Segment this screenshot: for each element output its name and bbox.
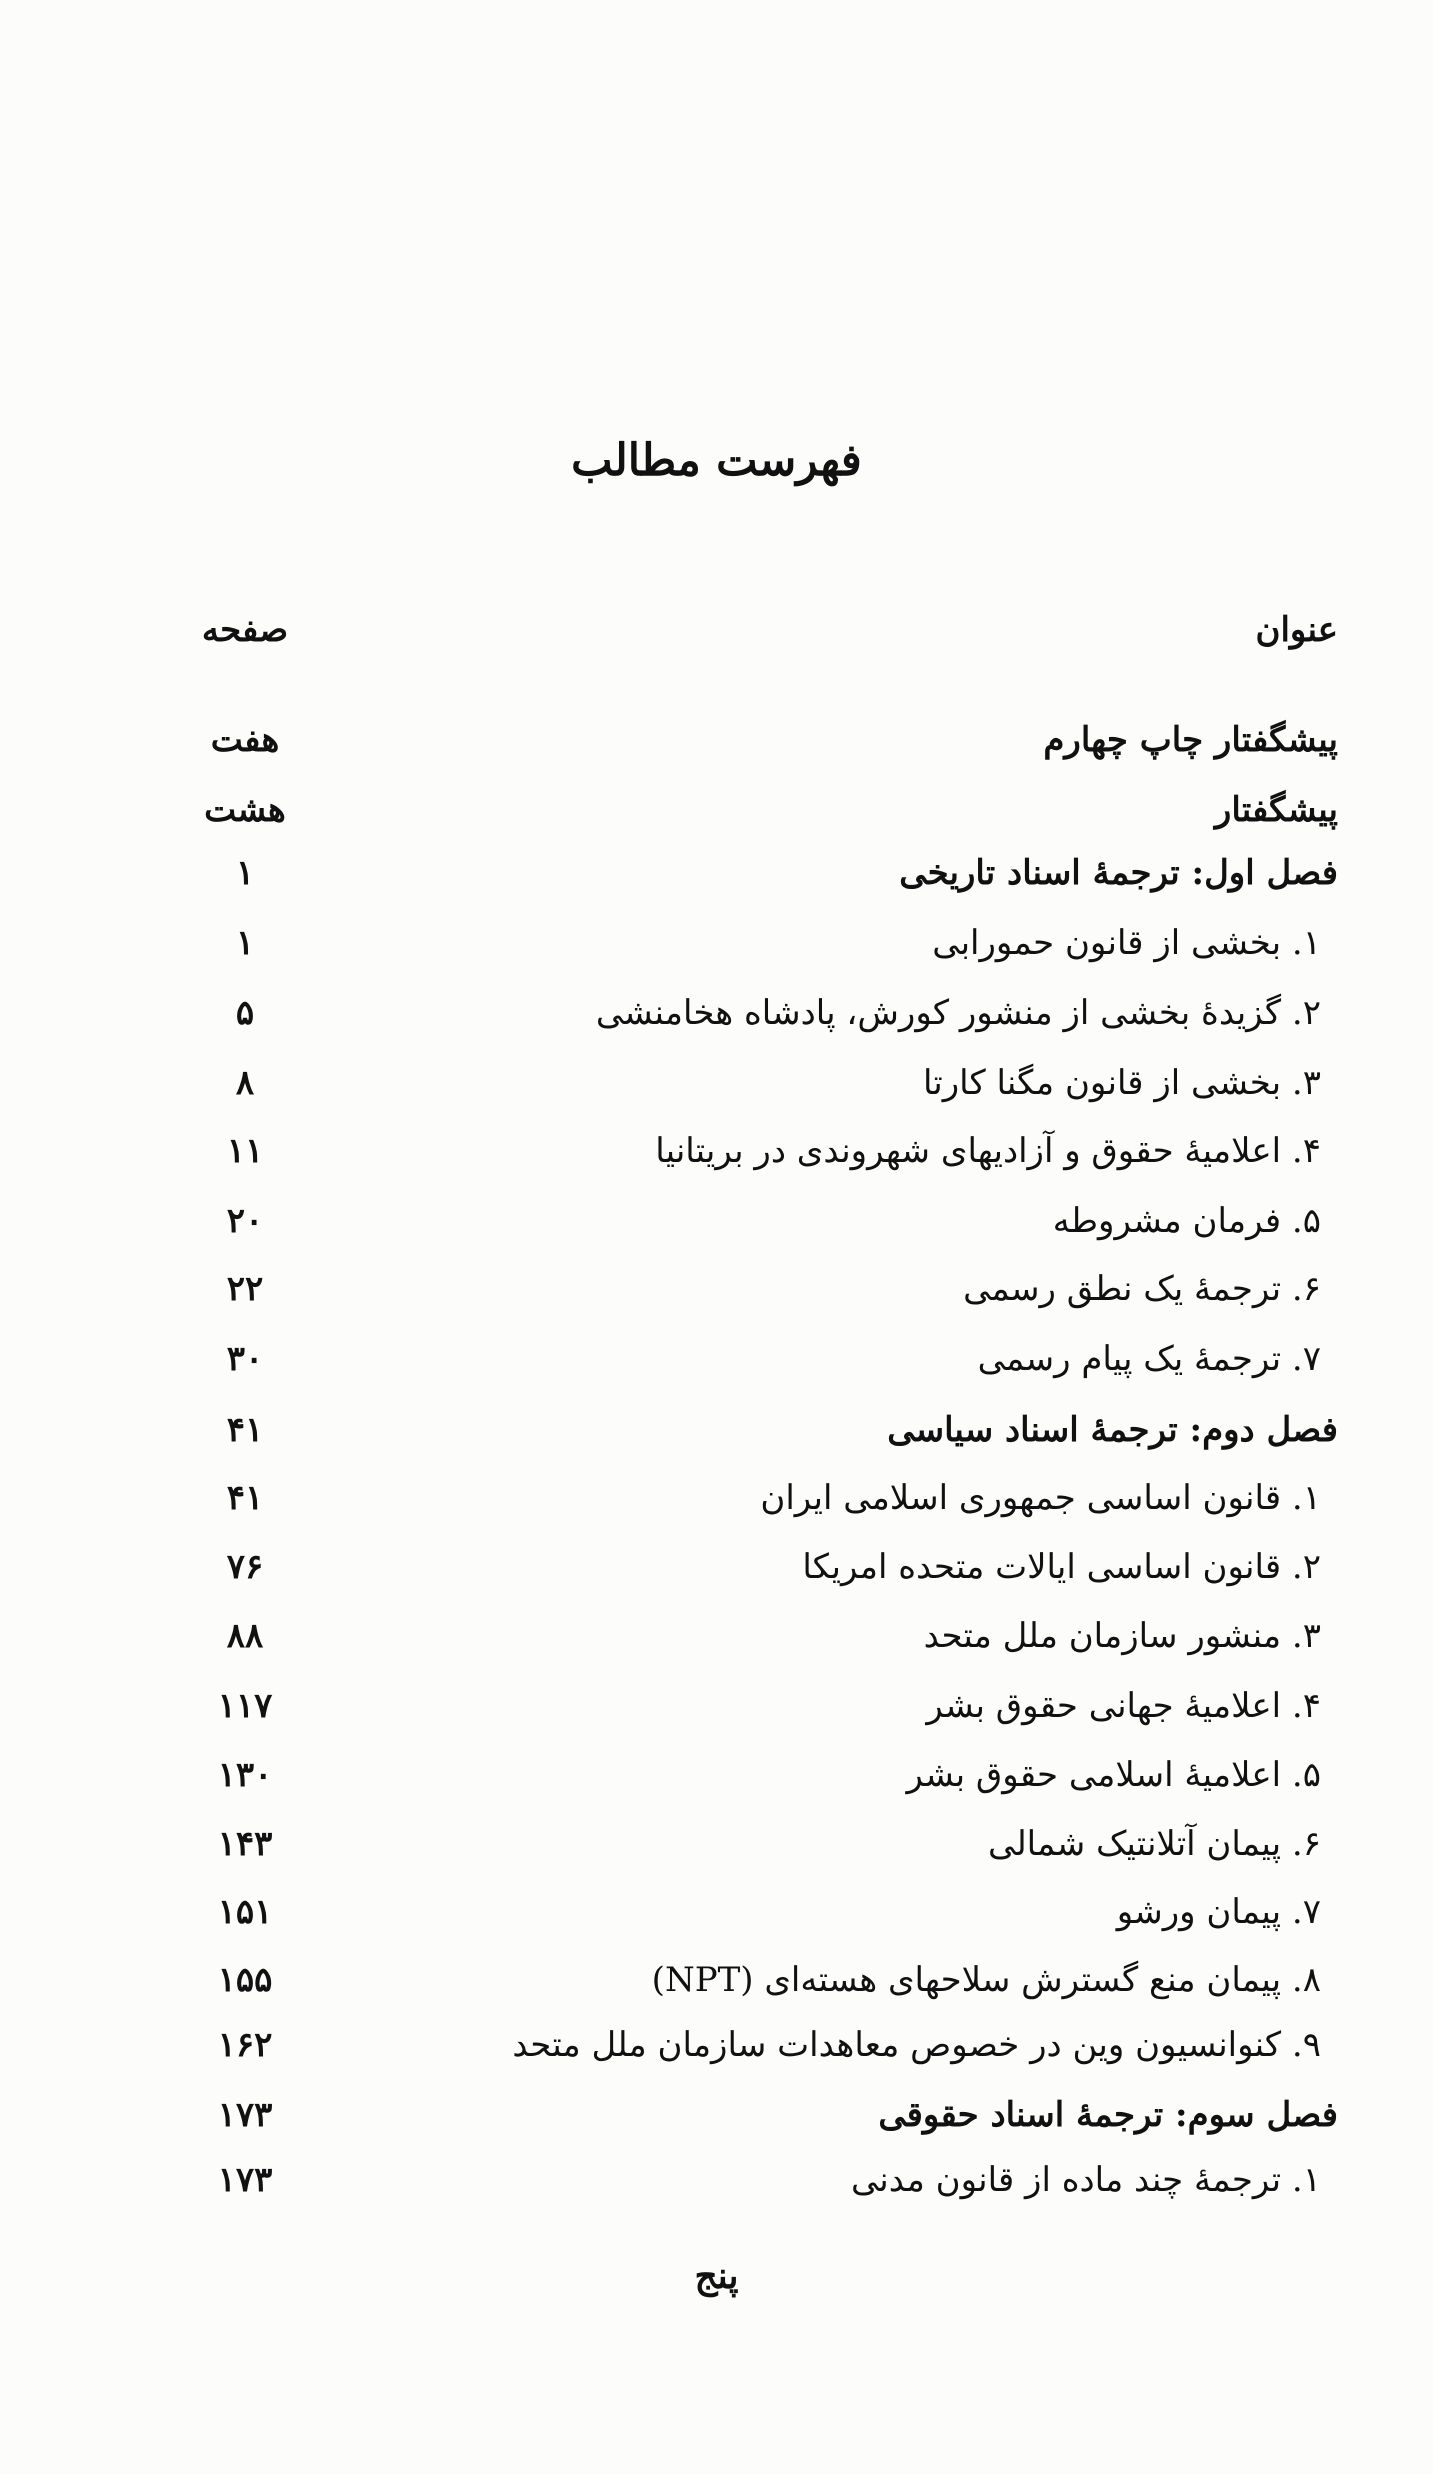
toc-row xyxy=(0,710,1433,770)
toc-row xyxy=(0,1537,1433,1597)
toc-entry-page: ۱ xyxy=(235,923,255,963)
toc-entry-page: ۲۰ xyxy=(226,1201,264,1241)
toc-entry-page: ۱۵۱ xyxy=(217,1892,273,1932)
toc-entry-title: پیشگفتار xyxy=(1214,790,1338,830)
toc-entry-page: ۸ xyxy=(235,1063,255,1103)
toc-entry-page: ۳۰ xyxy=(226,1339,264,1379)
page-title: فهرست مطالب xyxy=(571,435,862,486)
toc-row xyxy=(0,1191,1433,1251)
toc-row xyxy=(0,2015,1433,2075)
toc-entry-title: ۵. فرمان مشروطه xyxy=(1052,1201,1321,1241)
toc-entry-title: ۶. ترجمهٔ یک نطق رسمی xyxy=(963,1269,1321,1309)
toc-entry-page: هفت xyxy=(210,720,280,760)
toc-entry-page: ۱۴۳ xyxy=(217,1824,273,1864)
toc-header xyxy=(0,600,1433,660)
page-column-header: صفحه xyxy=(201,610,289,650)
toc-entry-page: ۱۱ xyxy=(226,1131,264,1171)
toc-entry-page: ۱ xyxy=(235,853,255,893)
toc-row xyxy=(0,913,1433,973)
toc-row xyxy=(0,1950,1433,2010)
toc-entry-title: ۴. اعلامیهٔ حقوق و آزادیهای شهروندی در بریتانیا xyxy=(655,1131,1321,1171)
toc-entry-title: ۴. اعلامیهٔ جهانی حقوق بشر xyxy=(926,1686,1321,1726)
toc-entry-page: ۵ xyxy=(235,993,255,1033)
toc-row xyxy=(0,1676,1433,1736)
toc-entry-page: ۱۵۵ xyxy=(217,1960,273,2000)
toc-entry-page: ۴۱ xyxy=(226,1410,264,1450)
toc-row xyxy=(0,1259,1433,1319)
chapter-title: فصل اول: ترجمهٔ اسناد تاریخی xyxy=(899,853,1338,893)
toc-entry-page: ۸۸ xyxy=(226,1616,264,1656)
toc-entry-title: ۶. پیمان آتلانتیک شمالی xyxy=(987,1824,1321,1864)
toc-entry-title: ۷. ترجمهٔ یک پیام رسمی xyxy=(977,1339,1321,1379)
toc-row xyxy=(0,1329,1433,1389)
toc-entry-page: هشت xyxy=(204,790,286,830)
toc-entry-title: ۱. بخشی از قانون حمورابی xyxy=(932,923,1321,963)
toc-row xyxy=(0,1053,1433,1113)
chapter-title: فصل سوم: ترجمهٔ اسناد حقوقی xyxy=(878,2095,1338,2135)
toc-entry-title: ۸. پیمان منع گسترش سلاحهای هسته‌ای (NPT) xyxy=(651,1960,1321,2000)
toc-entry-title: ۱. قانون اساسی جمهوری اسلامی ایران xyxy=(760,1478,1321,1518)
toc-entry-title: ۲. قانون اساسی ایالات متحده امریکا xyxy=(802,1547,1321,1587)
toc-entry-title: ۳. بخشی از قانون مگنا کارتا xyxy=(922,1063,1321,1103)
toc-row xyxy=(0,1121,1433,1181)
toc-row xyxy=(0,2150,1433,2210)
toc-entry-page: ۴۱ xyxy=(226,1478,264,1518)
toc-entry-title: ۵. اعلامیهٔ اسلامی حقوق بشر xyxy=(906,1755,1321,1795)
toc-entry-page: ۱۱۷ xyxy=(217,1686,273,1726)
title-column-header: عنوان xyxy=(1255,610,1338,650)
page-number-footer: پنج xyxy=(694,2255,739,2297)
toc-entry-title: ۷. پیمان ورشو xyxy=(1116,1892,1321,1932)
toc-entry-title: ۱. ترجمهٔ چند ماده از قانون مدنی xyxy=(850,2160,1321,2200)
toc-entry-page: ۱۷۳ xyxy=(217,2095,273,2135)
toc-entry-title: ۳. منشور سازمان ملل متحد xyxy=(923,1616,1321,1656)
toc-row xyxy=(0,780,1433,840)
chapter-title: فصل دوم: ترجمهٔ اسناد سیاسی xyxy=(887,1410,1338,1450)
toc-entry-page: ۱۷۳ xyxy=(217,2160,273,2200)
toc-entry-title: ۹. کنوانسیون وین در خصوص معاهدات سازمان ملل متحد xyxy=(512,2025,1321,2065)
toc-row xyxy=(0,1745,1433,1805)
toc-row xyxy=(0,1606,1433,1666)
toc-row xyxy=(0,1468,1433,1528)
toc-row xyxy=(0,1814,1433,1874)
toc-row xyxy=(0,983,1433,1043)
toc-entry-page: ۷۶ xyxy=(226,1547,264,1587)
toc-row xyxy=(0,2085,1433,2145)
toc-entry-title: پیشگفتار چاپ چهارم xyxy=(1043,720,1338,760)
toc-entry-page: ۱۳۰ xyxy=(217,1755,273,1795)
toc-entry-title: ۲. گزیدهٔ بخشی از منشور کورش، پادشاه هخامنشی xyxy=(595,993,1321,1033)
toc-row xyxy=(0,1882,1433,1942)
toc-entry-page: ۲۲ xyxy=(226,1269,264,1309)
toc-entry-page: ۱۶۲ xyxy=(217,2025,273,2065)
toc-row xyxy=(0,843,1433,903)
toc-row xyxy=(0,1400,1433,1460)
